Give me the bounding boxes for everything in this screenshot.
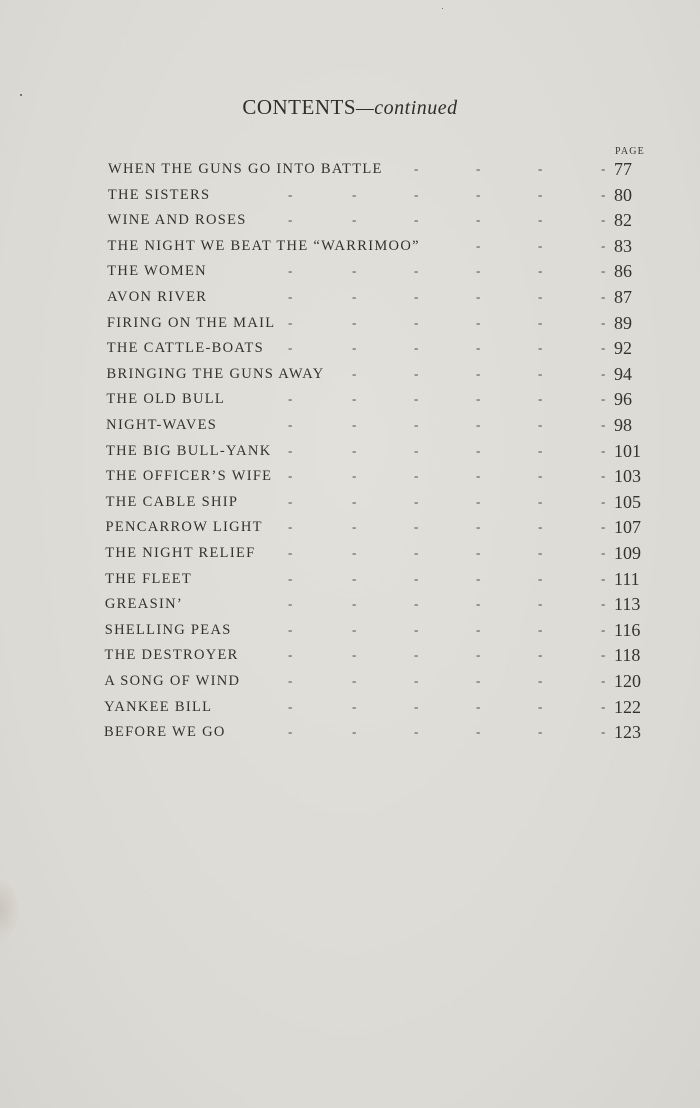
toc-leader-dash: - [414,391,419,407]
toc-leader-dash: - [538,417,543,432]
toc-entry-title: SHELLING PEAS [104,621,232,638]
toc-leader-dash: - [288,212,293,228]
toc-entry [0,289,700,311]
toc-leader-dash: - [476,596,481,612]
toc-leader-dash: - [288,391,293,407]
toc-leader-dash: - [288,519,293,535]
toc-page-number: 109 [614,543,641,563]
contents-continued: —continued [356,97,458,119]
toc-leader-dash: - [476,365,481,381]
toc-leader-dash: - [414,314,419,330]
toc-leader-dash: - [352,212,357,228]
toc-leader-dash: - [288,673,293,688]
toc-leader-dash: - [538,314,543,330]
toc-leader-dash: - [601,212,606,228]
toc-leader-dash: - [601,596,606,612]
toc-leader-dash: - [476,570,481,586]
toc-leader-dash: - [538,570,543,586]
toc-page-number: 118 [614,645,641,666]
toc-entry [0,391,700,413]
toc-leader-dash: - [538,161,543,176]
toc-leader-dash: - [288,545,293,560]
toc-leader-dash: - [476,161,481,176]
toc-leader-dash: - [476,314,481,330]
toc-entry-title: PENCARROW LIGHT [105,519,263,536]
toc-leader-dash: - [476,545,481,560]
toc-leader-dash: - [352,698,357,714]
toc-leader-dash: - [601,263,606,279]
toc-page-number: 96 [614,389,632,410]
toc-entry-title: AVON RIVER [107,289,208,305]
toc-entry [0,596,700,618]
toc-leader-dash: - [601,365,606,381]
toc-leader-dash: - [601,621,606,637]
toc-entry-title: BEFORE WE GO [104,724,226,741]
toc-leader-dash: - [352,365,357,381]
toc-page-number: 89 [614,312,632,333]
toc-leader-dash: - [414,365,419,381]
toc-leader-dash: - [601,545,606,560]
toc-leader-dash: - [414,212,419,228]
toc-leader-dash: - [476,340,481,356]
toc-leader-dash: - [414,493,419,509]
toc-entry [0,647,700,669]
toc-page-number: 94 [614,363,632,384]
toc-page-number: 105 [614,491,641,512]
toc-leader-dash: - [601,698,606,714]
toc-leader-dash: - [601,493,606,509]
toc-entry-title: THE CABLE SHIP [105,493,239,510]
toc-leader-dash: - [352,621,357,637]
toc-entry-title: A SONG OF WIND [104,673,241,689]
toc-leader-dash: - [352,314,357,330]
toc-page-number: 107 [614,517,641,538]
toc-page-number: 87 [614,287,632,307]
toc-entry [0,417,700,439]
toc-leader-dash: - [601,570,606,586]
toc-page-number: 83 [614,235,632,256]
toc-leader-dash: - [538,289,543,304]
toc-leader-dash: - [288,647,293,663]
toc-entry [0,673,700,695]
toc-page-number: 98 [614,415,632,435]
toc-entry-title: THE SISTERS [107,186,211,203]
toc-leader-dash: - [352,673,357,688]
toc-leader-dash: - [352,596,357,612]
toc-leader-dash: - [476,673,481,688]
toc-leader-dash: - [288,186,293,202]
toc-page-number: 122 [614,696,641,717]
toc-leader-dash: - [601,186,606,202]
toc-leader-dash: - [476,698,481,714]
toc-page-number: 103 [614,466,641,487]
toc-leader-dash: - [476,493,481,509]
toc-leader-dash: - [601,314,606,330]
toc-leader-dash: - [288,493,293,509]
toc-leader-dash: - [476,647,481,663]
toc-entry [0,363,700,388]
toc-leader-dash: - [538,724,543,740]
toc-page-number: 111 [614,568,640,589]
toc-leader-dash: - [538,621,543,637]
toc-leader-dash: - [414,570,419,586]
toc-entry [0,468,700,490]
toc-entry [0,724,700,746]
toc-entry-title: THE NIGHT RELIEF [105,545,256,561]
toc-leader-dash: - [601,673,606,688]
toc-page-number: 82 [614,210,632,231]
toc-leader-dash: - [414,468,419,484]
toc-entry-title: THE BIG BULL-YANK [106,442,272,459]
toc-entry-title: THE CATTLE-BOATS [106,340,265,357]
toc-leader-dash: - [476,417,481,432]
toc-leader-dash: - [601,442,606,458]
toc-leader-dash: - [538,468,543,484]
toc-leader-dash: - [288,340,293,356]
toc-leader-dash: - [288,570,293,586]
toc-leader-dash: - [414,186,419,202]
toc-entry-title: THE DESTROYER [104,647,239,664]
toc-leader-dash: - [476,289,481,304]
toc-entry-title: THE WOMEN [107,263,207,280]
toc-leader-dash: - [288,468,293,484]
toc-entry-title: WHEN THE GUNS GO INTO BATTLE [108,161,383,177]
toc-leader-dash: - [352,391,357,407]
toc-page-number: 120 [614,671,641,691]
toc-leader-dash: - [538,365,543,381]
toc-entry-title: BRINGING THE GUNS AWAY [106,365,325,382]
toc-leader-dash: - [538,442,543,458]
toc-entry [0,312,700,337]
toc-leader-dash: - [414,519,419,535]
toc-entry [0,568,700,593]
toc-leader-dash: - [414,596,419,612]
toc-leader-dash: - [476,621,481,637]
toc-leader-dash: - [414,698,419,714]
toc-page-number: 101 [614,440,641,461]
toc-leader-dash: - [352,442,357,458]
toc-leader-dash: - [476,442,481,458]
toc-leader-dash: - [414,340,419,356]
toc-leader-dash: - [538,340,543,356]
toc-leader-dash: - [352,545,357,560]
toc-page-number: 123 [614,722,641,743]
toc-entry [0,235,700,260]
toc-entry [0,184,700,209]
toc-leader-dash: - [352,289,357,304]
toc-leader-dash: - [476,519,481,535]
toc-page-number: 116 [614,619,641,640]
toc-entry [0,340,700,362]
toc-leader-dash: - [601,237,606,253]
toc-leader-dash: - [352,493,357,509]
toc-leader-dash: - [352,263,357,279]
toc-leader-dash: - [538,545,543,560]
toc-entry-title: GREASIN’ [104,596,183,613]
toc-entry-title: THE OFFICER’S WIFE [105,468,273,485]
toc-leader-dash: - [414,263,419,279]
toc-leader-dash: - [352,519,357,535]
toc-entry-title: FIRING ON THE MAIL [106,314,276,331]
toc-entry-title: NIGHT-WAVES [106,417,218,433]
toc-leader-dash: - [288,263,293,279]
toc-leader-dash: - [288,417,293,432]
toc-leader-dash: - [288,724,293,740]
toc-leader-dash: - [288,289,293,304]
toc-leader-dash: - [476,186,481,202]
toc-entry [0,619,700,644]
toc-page-number: 77 [614,159,632,179]
toc-leader-dash: - [538,237,543,253]
toc-page-number: 113 [614,594,641,615]
toc-leader-dash: - [601,289,606,304]
toc-leader-dash: - [414,545,419,560]
toc-leader-dash: - [601,417,606,432]
contents-title: CONTENTS [242,95,356,119]
toc-leader-dash: - [476,263,481,279]
toc-leader-dash: - [601,519,606,535]
toc-leader-dash: - [538,698,543,714]
toc-leader-dash: - [538,212,543,228]
toc-entry [0,519,700,541]
toc-leader-dash: - [288,698,293,714]
toc-leader-dash: - [352,570,357,586]
toc-entry [0,161,700,183]
toc-page-number: 92 [614,338,632,359]
toc-leader-dash: - [414,442,419,458]
toc-entry-title: WINE AND ROSES [107,212,247,229]
toc-entry-title: YANKEE BILL [104,698,213,715]
toc-entry-title: THE NIGHT WE BEAT THE “WARRIMOO” [107,237,420,254]
toc-leader-dash: - [288,621,293,637]
toc-leader-dash: - [414,417,419,432]
toc-leader-dash: - [538,596,543,612]
toc-leader-dash: - [538,391,543,407]
toc-leader-dash: - [538,647,543,663]
toc-leader-dash: - [538,519,543,535]
toc-leader-dash: - [601,391,606,407]
toc-leader-dash: - [601,161,606,176]
toc-leader-dash: - [414,621,419,637]
toc-entry [0,440,700,465]
toc-leader-dash: - [414,289,419,304]
toc-leader-dash: - [476,212,481,228]
toc-leader-dash: - [601,724,606,740]
toc-leader-dash: - [601,468,606,484]
toc-leader-dash: - [352,340,357,356]
toc-leader-dash: - [476,724,481,740]
page-column-label: PAGE [615,146,645,157]
toc-leader-dash: - [414,161,419,176]
toc-leader-dash: - [476,237,481,253]
toc-entry [0,696,700,721]
toc-leader-dash: - [352,468,357,484]
toc-leader-dash: - [352,186,357,202]
toc-leader-dash: - [601,340,606,356]
toc-entry [0,212,700,234]
toc-leader-dash: - [538,673,543,688]
toc-leader-dash: - [414,647,419,663]
toc-leader-dash: - [538,263,543,279]
toc-leader-dash: - [288,442,293,458]
toc-leader-dash: - [414,673,419,688]
toc-leader-dash: - [288,314,293,330]
toc-leader-dash: - [414,724,419,740]
toc-leader-dash: - [601,647,606,663]
toc-leader-dash: - [476,468,481,484]
toc-leader-dash: - [352,417,357,432]
toc-leader-dash: - [352,647,357,663]
toc-entry-title: THE FLEET [105,570,193,587]
toc-page-number: 86 [614,261,632,282]
toc-entry [0,263,700,285]
toc-leader-dash: - [288,596,293,612]
toc-leader-dash: - [538,493,543,509]
toc-entry [0,491,700,516]
toc-leader-dash: - [476,391,481,407]
toc-entry [0,545,700,567]
toc-page-number: 80 [614,184,632,205]
toc-leader-dash: - [538,186,543,202]
toc-entry-title: THE OLD BULL [106,391,226,408]
toc-leader-dash: - [352,724,357,740]
